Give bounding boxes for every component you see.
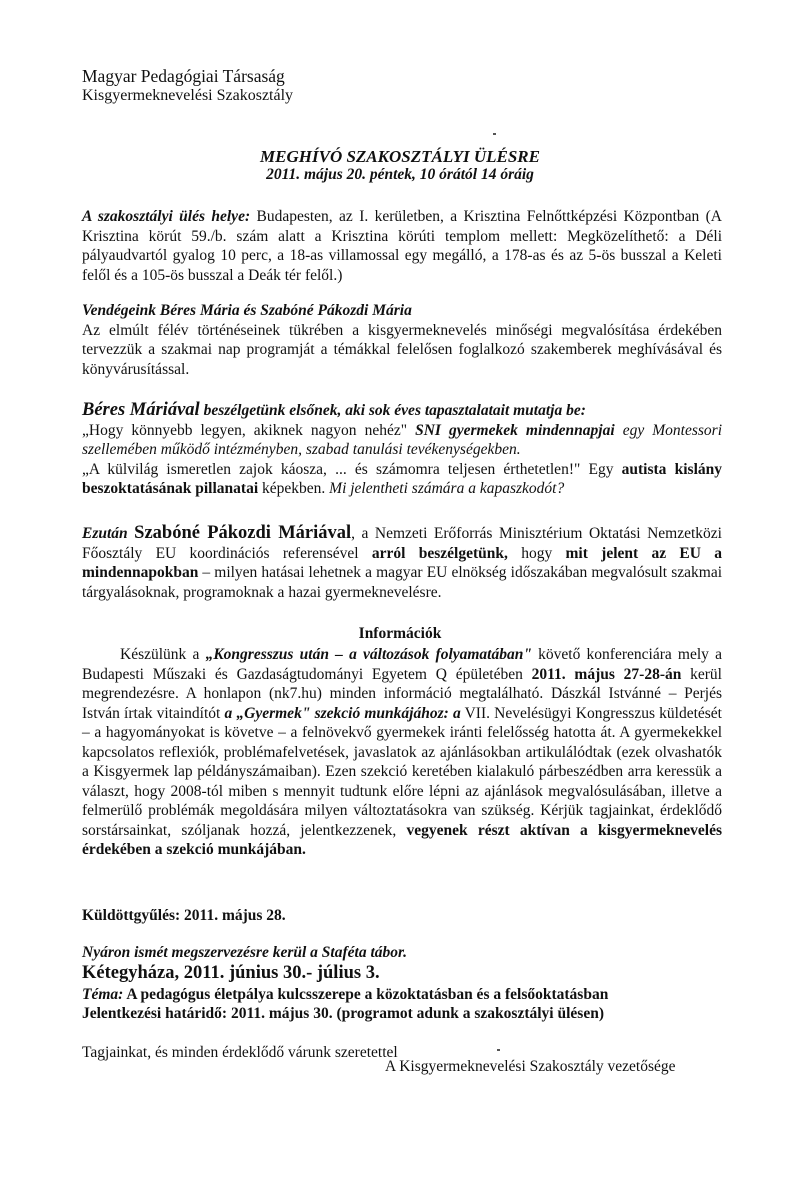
guests-text: Az elmúlt félév történéseinek tükrében a kisgyermeknevelés minőségi megvalósítása érdekében tervezzük a szakmai nap programját a témákkal felelősen foglalkozó szakemberek meghívásával és könyvárusítással. bbox=[82, 321, 722, 378]
info-conference: „Kongresszus után – a változások folyamatában" bbox=[205, 646, 532, 663]
info-text-2: követő konferenciára mely a Budapesti Műszaki és Gazdaságtudományi Egyetem Q épületében bbox=[82, 646, 723, 683]
stafeta-announcement: Nyáron ismét megszervezésre kerül a Staféta tábor. bbox=[82, 944, 408, 961]
szabone-text-3: – milyen hatásai lehetnek a magyar EU elnökség időszakában megvalósult szakmai tárgyalásoknak, programoknak a hazai gyermeknevelésre. bbox=[82, 564, 722, 601]
info-text-1: Készülünk a bbox=[120, 646, 206, 663]
beres-sni-rest: egy Montessori szellemében működő intézményben, szabad tanulási tevékenységekben. bbox=[82, 421, 722, 458]
info-text-3: kerül megrendezésre. A honlapon (nk7.hu) minden információ megtalálható. Dászkál Istvánné – Perjés István írtak vitaindítót bbox=[82, 665, 722, 722]
beres-kepekben: képekben. bbox=[258, 480, 330, 497]
beres-paragraph bbox=[82, 401, 722, 499]
location-text: Budapesten, az I. kerületben, a Krisztina Felnőttképzési Központban (A Krisztina körút 59./b. szám alatt a Krisztina körúti templom mellett: Megközelíthető: a Déli pályaudvartól gyalog 10 perc, a 18-as villamossal egy megálló, a 178-as és az 5-ös busszal a Keleti felől és a 105-ös busszal a Deák tér felől.) bbox=[82, 208, 722, 284]
info-paragraph bbox=[82, 645, 722, 860]
info-heading: Információk bbox=[358, 625, 442, 642]
beres-topic-1 bbox=[82, 421, 722, 460]
stafeta-place-date: Kétegyháza, 2011. június 30.- július 3. bbox=[82, 963, 380, 983]
location-label: A szakosztályi ülés helye: bbox=[82, 208, 251, 225]
theme-label: Téma: bbox=[82, 986, 124, 1003]
beres-quote-1: „Hogy könnyebb legyen, akiknek nagyon nehéz" bbox=[82, 421, 416, 439]
registration-deadline: Jelentkezési határidő: 2011. május 30. (programot adunk a szakosztályi ülésen) bbox=[82, 1005, 604, 1022]
beres-sni: SNI gyermekek mindennapjai bbox=[415, 421, 615, 439]
szabone-text-2: hogy bbox=[507, 544, 566, 562]
scan-speck bbox=[493, 133, 496, 135]
guests-paragraph bbox=[82, 301, 722, 379]
scan-speck bbox=[497, 1049, 500, 1051]
beres-question: Mi jelentheti számára a kapaszkodót? bbox=[329, 480, 565, 497]
beres-quote-2: „A külvilág ismeretlen zajok káosza, ... és számomra teljesen érthetetlen!" Egy bbox=[82, 460, 622, 478]
szabone-paragraph bbox=[82, 524, 722, 602]
beres-heading-rest: beszélgetünk elsőnek, aki sok éves tapasztalatait mutatja be: bbox=[199, 402, 586, 419]
organization-section: Kisgyermeknevelési Szakosztály bbox=[82, 87, 294, 104]
info-date: 2011. május 27-28-án bbox=[531, 665, 682, 683]
guests-heading: Vendégeink Béres Mária és Szabóné Pákozdi Mária bbox=[82, 302, 412, 319]
delegate-meeting: Küldöttgyűlés: 2011. május 28. bbox=[82, 907, 286, 924]
szabone-bold-1: arról beszélgetünk, bbox=[371, 544, 508, 562]
location-paragraph bbox=[82, 207, 722, 285]
invitation-title: MEGHÍVÓ SZAKOSZTÁLYI ÜLÉSRE bbox=[260, 147, 540, 166]
stafeta-theme bbox=[82, 985, 608, 1004]
info-szekcio: a „Gyermek" szekció munkájához: a bbox=[224, 704, 461, 722]
szabone-name: Szabóné Pákozdi Máriával bbox=[134, 523, 352, 543]
szabone-ezutan: Ezután bbox=[82, 525, 128, 542]
beres-name: Béres Máriával bbox=[82, 400, 200, 420]
szabone-bold-2: mit jelent az EU a mindennapokban bbox=[82, 544, 722, 581]
beres-autista: autista kislány beszoktatásának pillanatai bbox=[82, 460, 722, 497]
invitation-date: 2011. május 20. péntek, 10 órától 14 óráig bbox=[266, 166, 534, 183]
theme-text: A pedagógus életpálya kulcsszerepe a közoktatásban és a felsőoktatásban bbox=[123, 986, 609, 1003]
info-text-4: VII. Nevelésügyi Kongresszus küldetését – a hagyományokat is követve – a felnövekvő gyermekek iránti felelősség hatotta át. A gyermekekkel kapcsolatos reflexiók, problémafelvetések, javaslatok az ajánlásokban artikulálódtak (ezek olvashatók a Kisgyermek lap példányszámaiban). Ezen szekció keretében kialakuló párbeszédben arra keressük a választ, hogy 2008-tól miben s mennyit tudtunk előre lépni az ajánlások megvalósulásában, illetve a felmerülő problémák megoldására milyen változtatásokra van szükség. Kérjük tagjainkat, érdeklődő sorstársainkat, szóljanak hozzá, jelentkezzenek, bbox=[82, 704, 722, 839]
beres-topic-2 bbox=[82, 460, 722, 499]
beres-heading bbox=[82, 401, 722, 421]
szabone-text-1: , a Nemzeti Erőforrás Minisztérium Oktatási Nemzetközi Főosztály EU koordinációs referensével bbox=[82, 525, 722, 562]
closing-invite: Tagjainkat, és minden érdeklődő várunk szeretettel bbox=[82, 1044, 398, 1061]
info-bold-end: vegyenek részt aktívan a kisgyermeknevelés érdekében a szekció munkájában. bbox=[82, 821, 722, 858]
organization-name: Magyar Pedagógiai Társaság bbox=[82, 66, 285, 86]
signature: A Kisgyermeknevelési Szakosztály vezetősége bbox=[385, 1058, 676, 1075]
